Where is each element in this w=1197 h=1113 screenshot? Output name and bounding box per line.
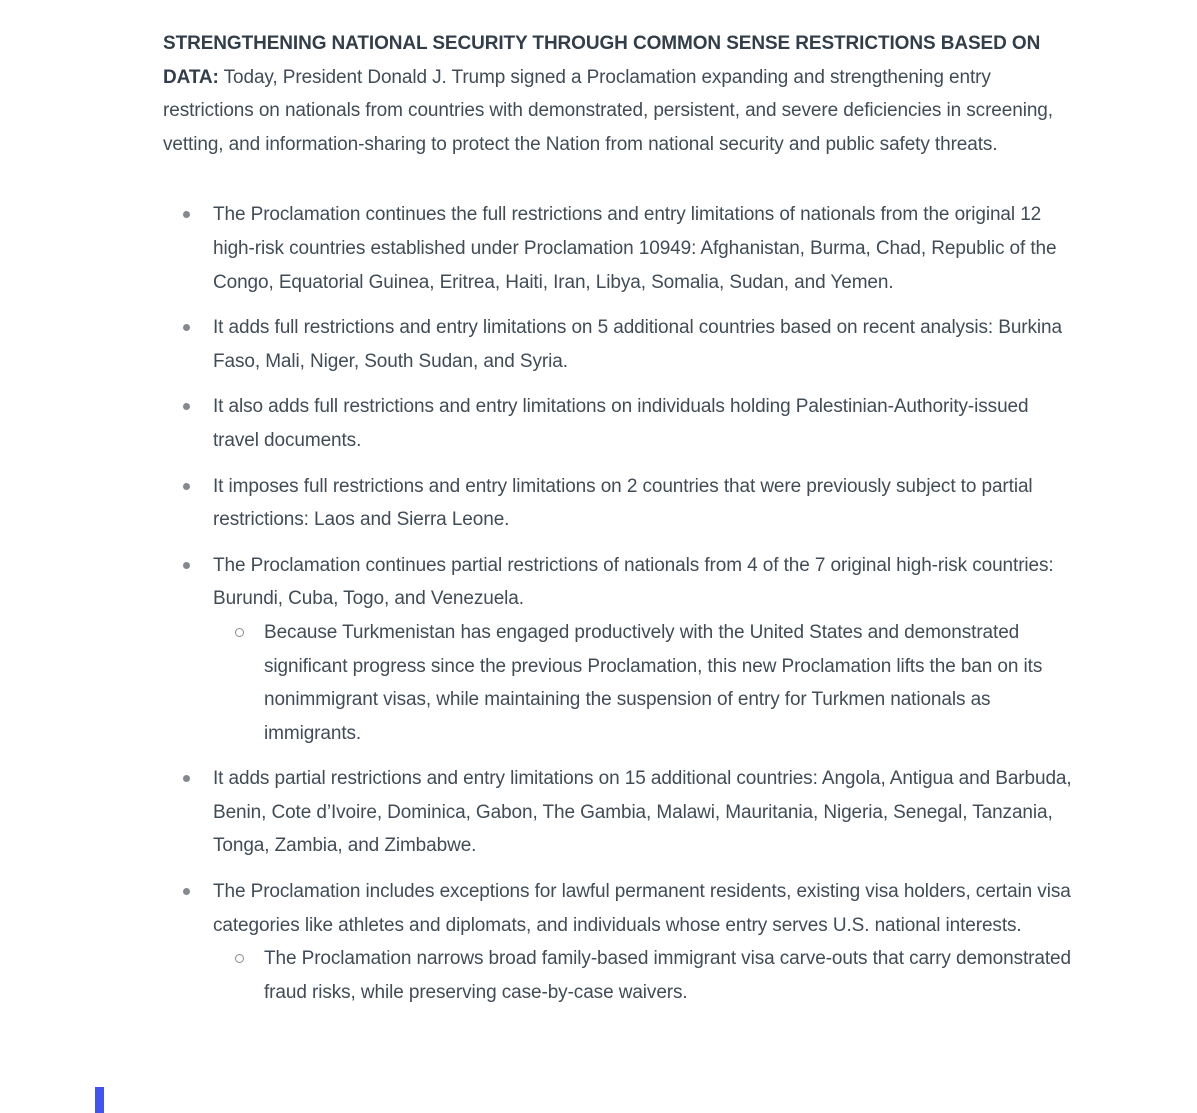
list-item xyxy=(163,198,1079,299)
intro-paragraph xyxy=(163,27,1079,161)
sub-list-item xyxy=(213,616,1079,750)
list-item-text: It imposes full restrictions and entry limitations on 2 countries that were previously subject to partial restrictions: Laos and Sierra Leone. xyxy=(213,475,1033,531)
fact-sheet-content xyxy=(163,27,1079,1009)
sub-bullet-list xyxy=(213,616,1079,750)
bullet-dot-icon xyxy=(183,888,190,895)
list-item-text: It also adds full restrictions and entry limitations on individuals holding Palestinian-Authority-issued travel documents. xyxy=(213,396,1029,451)
bullet-dot-icon xyxy=(183,211,190,218)
sub-list-item-text: The Proclamation narrows broad family-based immigrant visa carve-outs that carry demonstrated fraud risks, while preserving case-by-case waivers. xyxy=(264,948,1071,1003)
list-item xyxy=(163,549,1079,751)
list-item xyxy=(163,762,1079,863)
text-cursor-bar xyxy=(95,1087,104,1113)
list-item-text: It adds full restrictions and entry limitations on 5 additional countries based on recent analysis: Burkina Faso, Mali, Niger, South Sudan, and Syria. xyxy=(213,317,1062,372)
list-item-text: The Proclamation continues partial restrictions of nationals from 4 of the 7 original high-risk countries: Burundi, Cuba, Togo, and Venezuela. xyxy=(213,554,1054,610)
bullet-dot-icon xyxy=(183,403,190,410)
bullet-list xyxy=(163,198,1079,1009)
list-item xyxy=(163,311,1079,378)
bullet-dot-icon xyxy=(183,562,190,569)
bullet-dot-icon xyxy=(183,775,190,782)
list-item-text: The Proclamation continues the full restrictions and entry limitations of nationals from the original 12 high-risk countries established under Proclamation 10949: Afghanistan, Burma, Chad, Republic of the Congo, Equatorial Guinea, Eritrea, Haiti, Iran, Libya, Somalia, Sudan, and Yemen. xyxy=(213,204,1057,293)
sub-bullet-circle-icon xyxy=(235,954,244,963)
list-item-text: It adds partial restrictions and entry limitations on 15 additional countries: Angola, Antigua and Barbuda, Benin, Cote d’Ivoire, Dominica, Gabon, The Gambia, Malawi, Mauritania, Nigeria, Senegal, Tanzania, Tonga, Zambia, and Zimbabwe. xyxy=(213,768,1072,857)
bullet-dot-icon xyxy=(183,483,190,490)
sub-bullet-circle-icon xyxy=(235,628,244,637)
sub-bullet-list xyxy=(213,942,1079,1009)
sub-list-item xyxy=(213,942,1079,1009)
bullet-dot-icon xyxy=(183,324,190,331)
sub-list-item-text: Because Turkmenistan has engaged productively with the United States and demonstrated significant progress since the previous Proclamation, this new Proclamation lifts the ban on its nonimmigrant visas, while maintaining the suspension of entry for Turkmen nationals as immigrants. xyxy=(264,621,1043,744)
intro-heading: STRENGTHENING NATIONAL SECURITY THROUGH COMMON SENSE RESTRICTIONS BASED ON DATA: xyxy=(163,33,1041,88)
list-item-text: The Proclamation includes exceptions for lawful permanent residents, existing visa holders, certain visa categories like athletes and diplomats, and individuals whose entry serves U.S. national interests. xyxy=(213,881,1071,936)
list-item xyxy=(163,875,1079,1009)
intro-body: Today, President Donald J. Trump signed a Proclamation expanding and strengthening entry restrictions on nationals from countries with demonstrated, persistent, and severe deficiencies in screening, vetting, and information-sharing to protect the Nation from national security and public safety threats. xyxy=(163,66,1053,155)
list-item xyxy=(163,470,1079,537)
list-item xyxy=(163,390,1079,457)
